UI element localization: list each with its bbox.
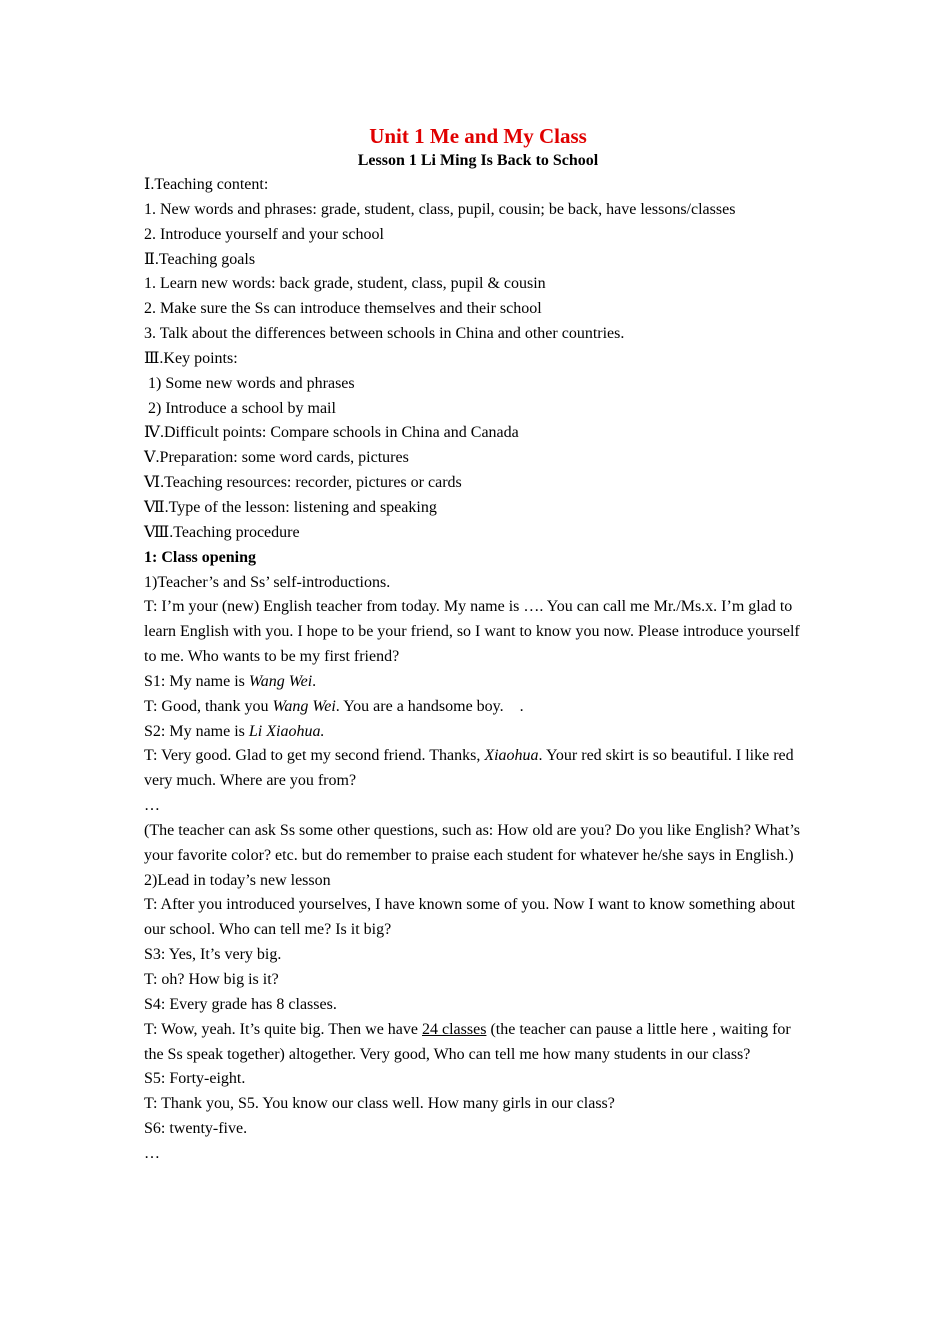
s2-prefix: S2: My name is xyxy=(144,722,249,740)
t3-name: Xiaohua xyxy=(484,747,539,765)
step-class-opening: 1: Class opening xyxy=(144,548,257,566)
s1-name: Wang Wei xyxy=(248,672,313,690)
lesson-subtitle: Lesson 1 Li Ming Is Back to School xyxy=(357,152,599,169)
dialogue-s4: S4: Every grade has 8 classes. xyxy=(144,995,337,1013)
goal-item-2: 2. Make sure the Ss can introduce themselves and their school xyxy=(144,300,542,318)
self-intro-heading: 1)Teacher’s and Ss’ self-introductions. xyxy=(144,573,391,591)
dialogue-t2 xyxy=(144,695,812,720)
unit-title: Unit 1 Me and My Class xyxy=(369,124,587,148)
t6-prefix: T: Wow, yeah. It’s quite big. Then we have xyxy=(144,1020,422,1038)
teaching-goals-heading: Ⅱ.Teaching goals xyxy=(144,250,256,268)
dialogue-t4: T: After you introduced yourselves, I have known some of you. Now I want to know something about our school. Who can tell me? Is it big? xyxy=(144,896,800,939)
dialogue-s1 xyxy=(144,670,812,695)
teaching-resources: Ⅵ.Teaching resources: recorder, pictures or cards xyxy=(144,474,462,492)
goal-item-1: 1. Learn new words: back grade, student, class, pupil & cousin xyxy=(144,275,546,293)
teaching-content-heading: Ⅰ.Teaching content: xyxy=(144,176,269,193)
dialogue-s3: S3: Yes, It’s very big. xyxy=(144,946,282,964)
s1-prefix: S1: My name is xyxy=(144,672,249,690)
t6-suffix: (the teacher can pause a little here , waiting for the Ss speak together) altogether. Very good, Who can tell me how many students in our class? xyxy=(144,1020,795,1063)
lead-in-heading: 2)Lead in today’s new lesson xyxy=(144,871,331,889)
dialogue-t1: T: I’m your (new) English teacher from today. My name is …. You can call me Mr./Ms.x. I’m glad to learn English with you. I hope to be your friend, so I want to know you now. Please introduce yourself to me. Who wants to be my first friend? xyxy=(144,598,804,666)
dialogue-s6: S6: twenty-five. xyxy=(144,1120,248,1138)
dialogue-t3 xyxy=(144,744,812,794)
dialogue-t6 xyxy=(144,1018,812,1068)
teacher-note: (The teacher can ask Ss some other questions, such as: How old are you? Do you like English? What’s your favorite color? etc. but do remember to praise each student for whatever he/she says in English.) xyxy=(144,821,804,864)
preparation: Ⅴ.Preparation: some word cards, pictures xyxy=(144,449,409,467)
key-points-heading: Ⅲ.Key points: xyxy=(144,349,238,367)
content-item-2: 2. Introduce yourself and your school xyxy=(144,225,384,243)
t2-prefix: T: Good, thank you xyxy=(144,697,273,715)
s2-name: Li Xiaohua. xyxy=(248,722,325,740)
lesson-type: Ⅶ.Type of the lesson: listening and speaking xyxy=(144,498,437,516)
dialogue-s5: S5: Forty-eight. xyxy=(144,1070,246,1088)
ellipsis: … xyxy=(144,1144,160,1162)
difficult-points: Ⅳ.Difficult points: Compare schools in China and Canada xyxy=(144,424,519,442)
key-point-2: 2) Introduce a school by mail xyxy=(144,399,336,417)
content-item-1: 1. New words and phrases: grade, student, class, pupil, cousin; be back, have lessons/classes xyxy=(144,200,736,218)
dialogue-s2 xyxy=(144,720,812,745)
dialogue-t7: T: Thank you, S5. You know our class well. How many girls in our class? xyxy=(144,1095,615,1113)
t2-suffix: . You are a handsome boy. . xyxy=(335,697,524,715)
t6-underlined: 24 classes xyxy=(422,1020,487,1038)
key-point-1: 1) Some new words and phrases xyxy=(144,374,355,392)
dialogue-t5: T: oh? How big is it? xyxy=(144,971,279,988)
teaching-procedure-heading: Ⅷ.Teaching procedure xyxy=(144,523,300,541)
t2-name: Wang Wei xyxy=(272,697,336,715)
ellipsis: … xyxy=(144,797,160,815)
document-page xyxy=(144,122,812,1167)
t3-prefix: T: Very good. Glad to get my second friend. Thanks, xyxy=(144,747,485,765)
goal-item-3: 3. Talk about the differences between schools in China and other countries. xyxy=(144,325,625,343)
s1-suffix: . xyxy=(312,672,317,690)
t3-suffix: . Your red skirt is so beautiful. I like red very much. Where are you from? xyxy=(144,747,798,790)
